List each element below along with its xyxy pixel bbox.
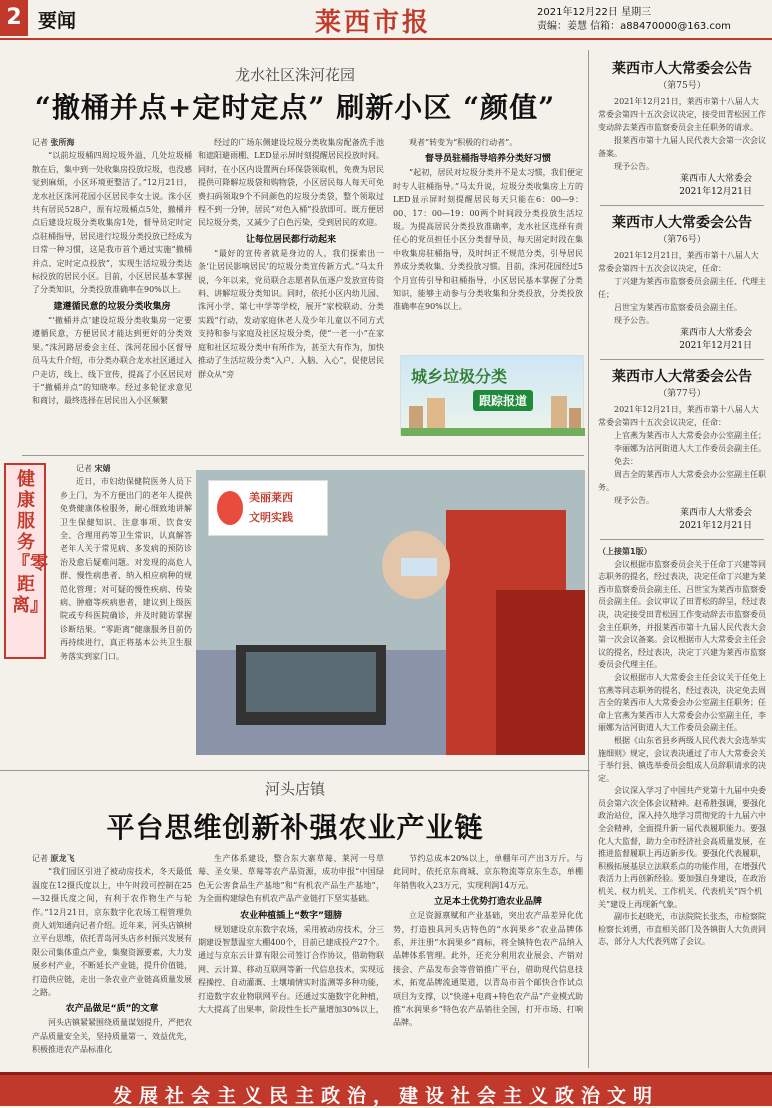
health-vertical-title-box <box>4 463 46 659</box>
notice-body <box>592 249 772 327</box>
paragraph: 河头店镇紧紧围绕质量谋划提升，严把农产品质量安全关，坚持质量第一、效益优先，积极推进农产品标准化 <box>32 1018 192 1055</box>
page-header <box>0 0 772 40</box>
notice-date: 2021年12月21日 <box>679 341 752 351</box>
paragraph: 根据《山东省县乡两级人民代表大会选举实施细则》规定，会议表决通过了市人大常委会关于举行县、镇选举委员会组成人员辞职请求的决定。 <box>598 735 766 783</box>
paragraph: 2021年12月21日，莱西市第十八届人大常委会第四十五次会议决定，接受田青松因工作变动辞去莱西市监察委员会主任职务的请求。 <box>598 97 766 132</box>
paragraph: 规划建设京东数字农场，采用被动房技术，分三期建设智慧温室大棚400个，目前已建成投产27个。通过与京东云计算有限公司签订合作协议，借助物联网、云计算、移动互联网等新一代信息技术，实现远程操控、自动灌溉、土壤墒情实时监测等多种功能，打造数字农业物联网平台。还通过实施数字化种植，大大提高了出果率，阶段性生长产量增加30%以上， <box>198 924 384 1015</box>
section-name: 要闻 <box>38 10 77 32</box>
notice-77 <box>592 366 772 533</box>
notice-date: 2021年12月21日 <box>679 187 752 197</box>
byline <box>60 462 192 475</box>
paragraph: 2021年12月21日，莱西市第十八届人大常委会第四十五次会议决定，任命： <box>598 405 759 427</box>
article-column-1 <box>32 136 192 456</box>
banner-subtitle: 跟踪报道 <box>473 390 533 411</box>
paragraph: 生产体系建设，整合东大寨草莓、莱河一号草莓、圣女果、草莓等农产品资源，成功申报“中国绿色无公害食品生产基地”和“有机农产品生产基地”，为全面构建绿色有机农产品产业链打下坚实基础。 <box>198 854 384 904</box>
subheading: 建遵循民意的垃圾分类收集房 <box>53 301 171 312</box>
date-line: 2021年12月22日 星期三 <box>537 7 652 18</box>
paragraph: “起初，居民对垃圾分类并不是太习惯，我们便定时专人驻桶指导。”马太升说，垃圾分类收集房上方的LED显示屏时刻提醒居民每天只能在6：00—9：00、17：00—19：00两个时间段分类投放生活垃圾。为提高居民分类投放准确率，龙水社区选择有责任心的党员担任小区分类督导员，每天固定时段在集中收集房驻桶指导，及时纠正不规范分类，引导居民养成分类收集、分类投放习惯。目前，洙河花园经过5个月宣传引导和驻桶指导，小区居民基本掌握了分类知识，能够主动参与分类收集和分类投放，分类投放准确率在90%以上。 <box>393 168 583 312</box>
notice-column <box>592 52 772 1072</box>
notice-number: （第77号） <box>658 389 706 399</box>
issue-info <box>537 6 731 34</box>
vertical-title: 健康服务『零距离』 <box>12 469 48 616</box>
byline-name: 张所海 <box>50 138 75 147</box>
divider <box>0 770 590 771</box>
notice-signer: 莱西市人大常委会 <box>679 508 752 518</box>
article-column-2 <box>198 852 384 1067</box>
notice-title: 莱西市人大常委会公告 <box>612 61 752 77</box>
badge-logo <box>217 491 243 525</box>
paragraph: 立足资源禀赋和产业基础，突出农产品差异化优势，打造独具河头店特色的“水润果乡”农业品牌体系，并注册“水润果乡”商标，将全镇特色农产品纳入品牌体系管理。此外，还充分利用农业展会、产销对接会、产品发布会等营销推广平台，借助现代信息技术，拓宽品牌流通渠道，以青岛市首个邮快合作试点项目为支撑，以“快递+电商+特色农产品”产业模式助推“水润果乡”特色农产品销往全国，打开市场、打响品牌。 <box>393 911 583 1028</box>
byline <box>32 136 192 149</box>
paragraph: 现予公告。 <box>614 316 654 325</box>
byline-name: 宋婧 <box>94 464 111 473</box>
subheading: 农产品做足“质”的文章 <box>65 1004 159 1015</box>
paragraph: 现予公告。 <box>614 162 654 171</box>
subheading: 立足本土优势打造农业品牌 <box>433 897 542 908</box>
paragraph: 会议深入学习了中国共产党第十九届中央委员会第六次全体会议精神。赵希胜强调，要强化政治站位，深入持久地学习贯彻党的十九届六中全会精神，全面提升新一届代表履职能力。要强化人大监督，助力全市经济社会高质量发展，在推进监督履职上再迈新步伐。要强化代表履职，积极拓展基层立法联系点的功能作用，在增强代表活力上再创新经验。要加强自身建设，在政治机关、权力机关、工作机关、代表机关“四个机关”建设上再现新气象。 <box>598 786 766 909</box>
paragraph: 李丽娜为沽河街道人大工作委员会副主任。 <box>614 444 766 453</box>
paragraph: 现予公告。 <box>614 496 654 505</box>
continued-article <box>592 546 772 986</box>
divider <box>600 359 764 360</box>
byline-name: 原龙飞 <box>50 854 75 863</box>
byline-label: 记者 <box>76 464 92 473</box>
badge-line-1: 美丽莱西 <box>249 491 293 504</box>
article-column-1 <box>32 852 192 1067</box>
article-kicker: 河头店镇 <box>264 780 325 798</box>
paragraph: 报莱西市第十九届人民代表大会第一次会议备案。 <box>598 136 766 158</box>
article-headline: 平台思维创新补强农业产业链 <box>106 811 484 844</box>
notice-title: 莱西市人大常委会公告 <box>612 369 752 385</box>
notice-75 <box>592 58 772 199</box>
banner-title: 城乡垃圾分类 <box>411 367 508 386</box>
subheading: 督导员驻桶指导培养分类好习惯 <box>424 154 551 165</box>
notice-body <box>592 95 772 173</box>
editor-line: 责编：姜慧 信箱：a88470000@163.com <box>537 21 731 32</box>
health-article <box>60 462 192 758</box>
column-divider <box>588 50 589 1068</box>
paragraph: 上官燕为莱西市人大常委会办公室副主任； <box>614 431 766 440</box>
byline-label: 记者 <box>32 854 48 863</box>
continued-label: （上接第1版） <box>598 547 652 556</box>
paragraph: 近日，市妇幼保健院医务人员下乡上门，为不方便出门的老年人提供免费健康体检服务，耐心细致地讲解卫生保健知识、注意事项、饮食安全、合理用药等卫生常识，认真解答老年人关于常见病、多发病的预防诊治及愈后疑难问题。对发现的高危人群、慢性病患者、纳入相应病种的规范化管理；对可疑的慢性疾病、传染病、肿瘤等疾病患者，建议到上级医院或专科医院确诊，并及时随访掌握诊断结果。“零距离”健康服务目前仍再持续进行，真正将基本公共卫生服务落实到家门口。 <box>60 477 192 661</box>
paragraph: 节约总成本20%以上，单棚年可产出3万斤。与此同时，依托京东商城、京东物流等京东生态，单棚年销售收入23万元，实现利润14万元。 <box>393 854 583 890</box>
paragraph: 丁兴建为莱西市监察委员会副主任、代理主任； <box>598 277 766 299</box>
divider <box>600 205 764 206</box>
divider <box>22 455 584 456</box>
paragraph: 经过的广场东侧建设垃圾分类收集房配备洗手池和遮阳避雨棚、LED显示屏时刻提醒居民投放时间。同时，在小区内设置两台环保袋领取机，免费为居民提供可降解垃圾袋和购物袋，小区居民每人每天可免费扫码领取9个不同颜色的垃圾分类袋，整个领取过程不到一分钟，居民“对色入桶”投放即可。既方便居民垃圾分类，又减少了白色污染，受到居民的欢迎。 <box>198 138 384 228</box>
notice-title: 莱西市人大常委会公告 <box>612 215 752 231</box>
article-headline: “撤桶并点+定时定点” 刷新小区 “颜值” <box>34 91 556 124</box>
paragraph: 周吉全的莱西市人大常委会办公室副主任职务。 <box>598 470 766 492</box>
paragraph: 观者”转变为“积极的行动者”。 <box>409 138 518 147</box>
paragraph: 会议根据市监察委员会关于任命丁兴建等同志职务的提名，经过表决，决定任命丁兴建为莱西市监察委员会副主任、吕世宝为莱西市监察委员会副主任。会议审议了田青松的辞呈，经过表决，决定接受田青松因工作变动辞去市监察委员会主任职务，并报莱西市第十九届人民代表大会第一次会议备案。会议根据市人大常委会主任会议的提名，经过表决，决定丁兴建为莱西市监察委员会代理主任。 <box>598 559 766 670</box>
garbage-sorting-banner <box>400 355 584 435</box>
divider <box>600 539 764 540</box>
notice-signer: 莱西市人大常委会 <box>679 328 752 338</box>
paragraph: “我们园区引进了被动房技术，冬天最低温度在12摄氏度以上，中午时段可控制在25—32摄氏度之间，有利于农作物生产与轮作。”12月21日，京东数字化农场工程管理负责人刘知通向记者介绍。近年来，河头店镇树立平台思维，依托青岛河头店乡村振兴发展有限公司集体重点产业，集聚资源要素，大力发展乡村产业，不断延长产业链，提升价值链，打造供应链，走出一条农业产业链高质量发展之路。 <box>32 867 192 998</box>
article-kicker: 龙水社区洙河花园 <box>234 66 355 84</box>
footer-slogan: 发展社会主义民主政治，建设社会主义政治文明 <box>112 1085 659 1107</box>
paragraph: 副市长赵晓光，市法院院长张杰，市检察院检察长刘勇，市直相关部门及各镇街人大负责同志，部分人大代表列席了会议。 <box>598 912 766 947</box>
notice-signer: 莱西市人大常委会 <box>679 174 752 184</box>
subheading: 让每位居民都行动起来 <box>245 234 336 245</box>
paragraph: 2021年12月21日，莱西市第十八届人大常委会第四十五次会议决定，任命： <box>598 251 759 273</box>
health-checkup-photo <box>196 470 585 755</box>
notice-number: （第76号） <box>658 235 706 245</box>
paragraph: “‘撤桶并点’建设垃圾分类收集房一定要遵循民意，方便居民才能达到更好的分类效果。”洙河路居委会主任、洙河花园小区督导员马太升介绍，市分类办联合龙水社区通过入户走访，线上、线下宣传，提高了小区居民对于“撤桶并点”的知晓率。经过多轮征求意见和商讨，最终选择在居民出入小区频繁 <box>32 315 192 406</box>
paragraph: “以前垃圾桶四周垃圾外溢、几处垃圾桶散在后，集中到一处收集房投放垃圾，也没感觉到麻烦，小区环境更整洁了。”12月21日，龙水社区洙河花园小区居民李女士说。洙小区共有居民528户，原有垃圾桶点5处，撤桶并点后建设垃圾分类收集房1处，督导员定时定点驻桶指导，居民进行垃圾分类投放已经成为日常一种习惯，这是我市首个通过实施“撤桶并点、定时定点投放”，实现生活垃圾分类达标投放的居民小区。目前，小区居民基本掌握了分类知识，分类投放准确率在90%以上。 <box>32 151 192 295</box>
footer-banner <box>0 1072 772 1106</box>
notice-76 <box>592 212 772 353</box>
byline-label: 记者 <box>32 138 48 147</box>
notice-number: （第75号） <box>658 81 706 91</box>
notice-date: 2021年12月21日 <box>679 521 752 531</box>
paragraph: 免去： <box>614 457 638 466</box>
paragraph: 吕世宝为莱西市监察委员会副主任。 <box>614 303 742 312</box>
page-number: 2 <box>0 0 28 36</box>
badge-line-2: 文明实践 <box>249 511 293 524</box>
notice-body <box>592 403 772 507</box>
buildings-illustration <box>401 356 585 436</box>
paragraph: “最好的宣传者就是身边的人，我们探索出一条‘让居民影响居民’的垃圾分类宣传新方式。”马太升说，今年以来，党员联合志愿者队伍逐户发放宣传资料、讲解垃圾分类知识。同时，依托小区内幼儿园、洙河小学、第七中学等学校，展开“家校联动、分类实践”行动，发动家庭休老人及少年儿童以不同方式支持和参与家庭及社区垃圾分类，使“一老一小”在家庭和社区垃圾分类中有所作为，甚至大有作为，加快推动了生活垃圾分类“入户、入脑、入心”，促使居民群众从“旁 <box>198 248 384 379</box>
article-column-2 <box>198 136 384 456</box>
paragraph: 会议根据市人大常委会主任会议关于任免上官燕等同志职务的提名，经过表决，决定免去周吉全的莱西市人大常委会办公室副主任职务；任命上官燕为莱西市人大常委会办公室副主任，李丽娜为沽河街道人大工作委员会副主任。 <box>598 672 766 733</box>
civilization-badge <box>208 480 328 536</box>
byline <box>32 852 192 865</box>
article-column-3 <box>393 136 583 351</box>
subheading: 农业种植插上“数字”翅膀 <box>240 910 342 921</box>
masthead-logo: 莱西市报 <box>315 8 432 38</box>
article-column-3 <box>393 852 583 1067</box>
